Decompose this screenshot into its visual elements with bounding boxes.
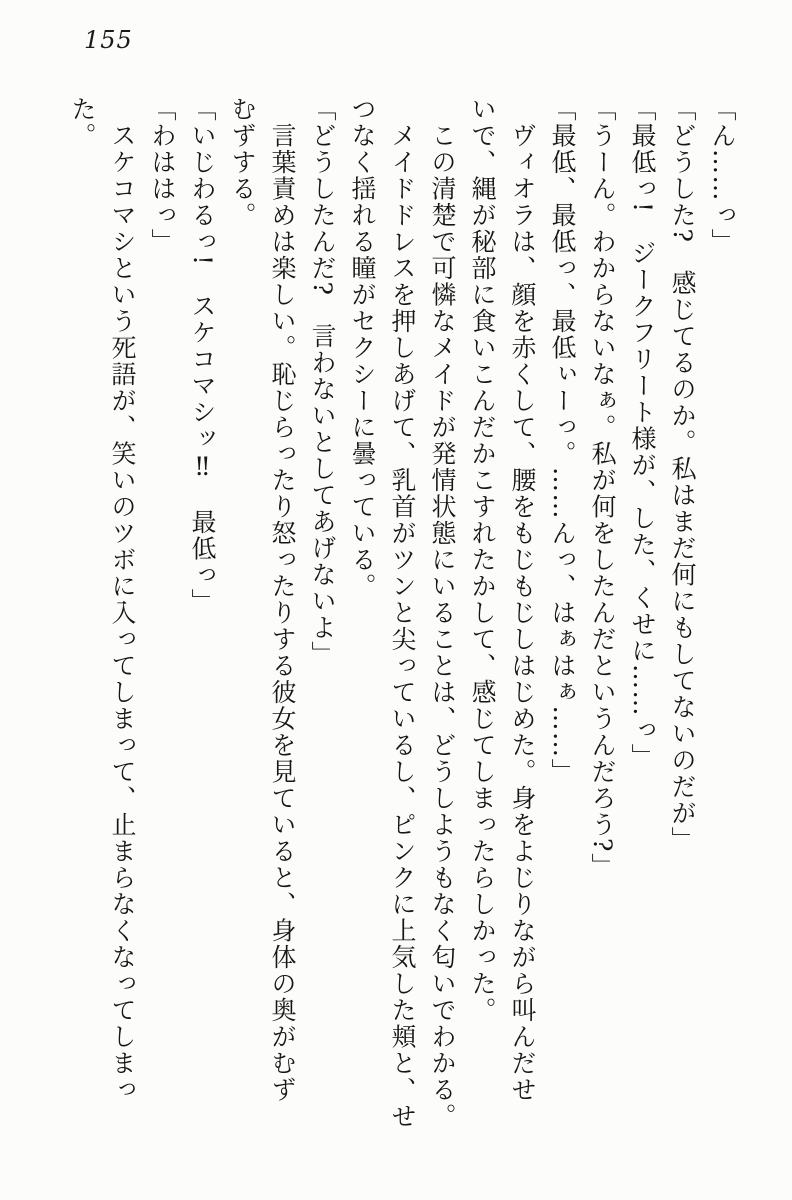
text-line: 「ん……っ」 [708, 96, 737, 255]
text-line: いで、縄が秘部に食いこんだかこすれたかして、感じてしまったらしかった。 [468, 96, 497, 1024]
text-line: た。 [68, 96, 97, 149]
text-line: むずする。 [228, 96, 257, 229]
vertical-text-block [62, 96, 742, 1142]
text-line: スケコマシという死語が、笑いのツボに入ってしまって、止まらなくなってしまっ [108, 96, 137, 1103]
text-line: 「最低っ! ジークフリート様が、した、くせに……っ」 [628, 96, 657, 771]
text-line: 「最低、最低っ、最低ぃーっ。……んっ、はぁはぁ……」 [548, 96, 577, 785]
text-line: この清楚で可憐なメイドが発情状態にいることは、どうしようもなく匂いでわかる。 [428, 96, 457, 1130]
text-line: 「いじわるっ! スケコマシッ‼ 最低っ」 [188, 96, 217, 616]
text-line: つなく揺れる瞳がセクシーに曇っている。 [348, 96, 377, 600]
text-line: 「どうしたんだ? 言わないとしてあげないよ」 [308, 96, 337, 668]
text-line: ヴィオラは、顔を赤くして、腰をもじもじしはじめた。身をよじりながら叫んだせ [508, 96, 537, 1103]
page-number: 155 [84, 26, 133, 54]
text-line: メイドドレスを押しあげて、乳首がツンと尖っているし、ピンクに上気した頬と、せ [388, 96, 417, 1130]
text-line: 「どうした? 感じてるのか。私はまだ何にもしてないのだが」 [668, 96, 697, 853]
text-line: 「わははっ」 [148, 96, 177, 255]
text-line: 言葉責めは楽しい。恥じらったり怒ったりする彼女を見ていると、身体の奥がむず [268, 96, 297, 1103]
text-line: 「うーん。わからないなぁ。私が何をしたんだというんだろう?」 [588, 96, 617, 880]
